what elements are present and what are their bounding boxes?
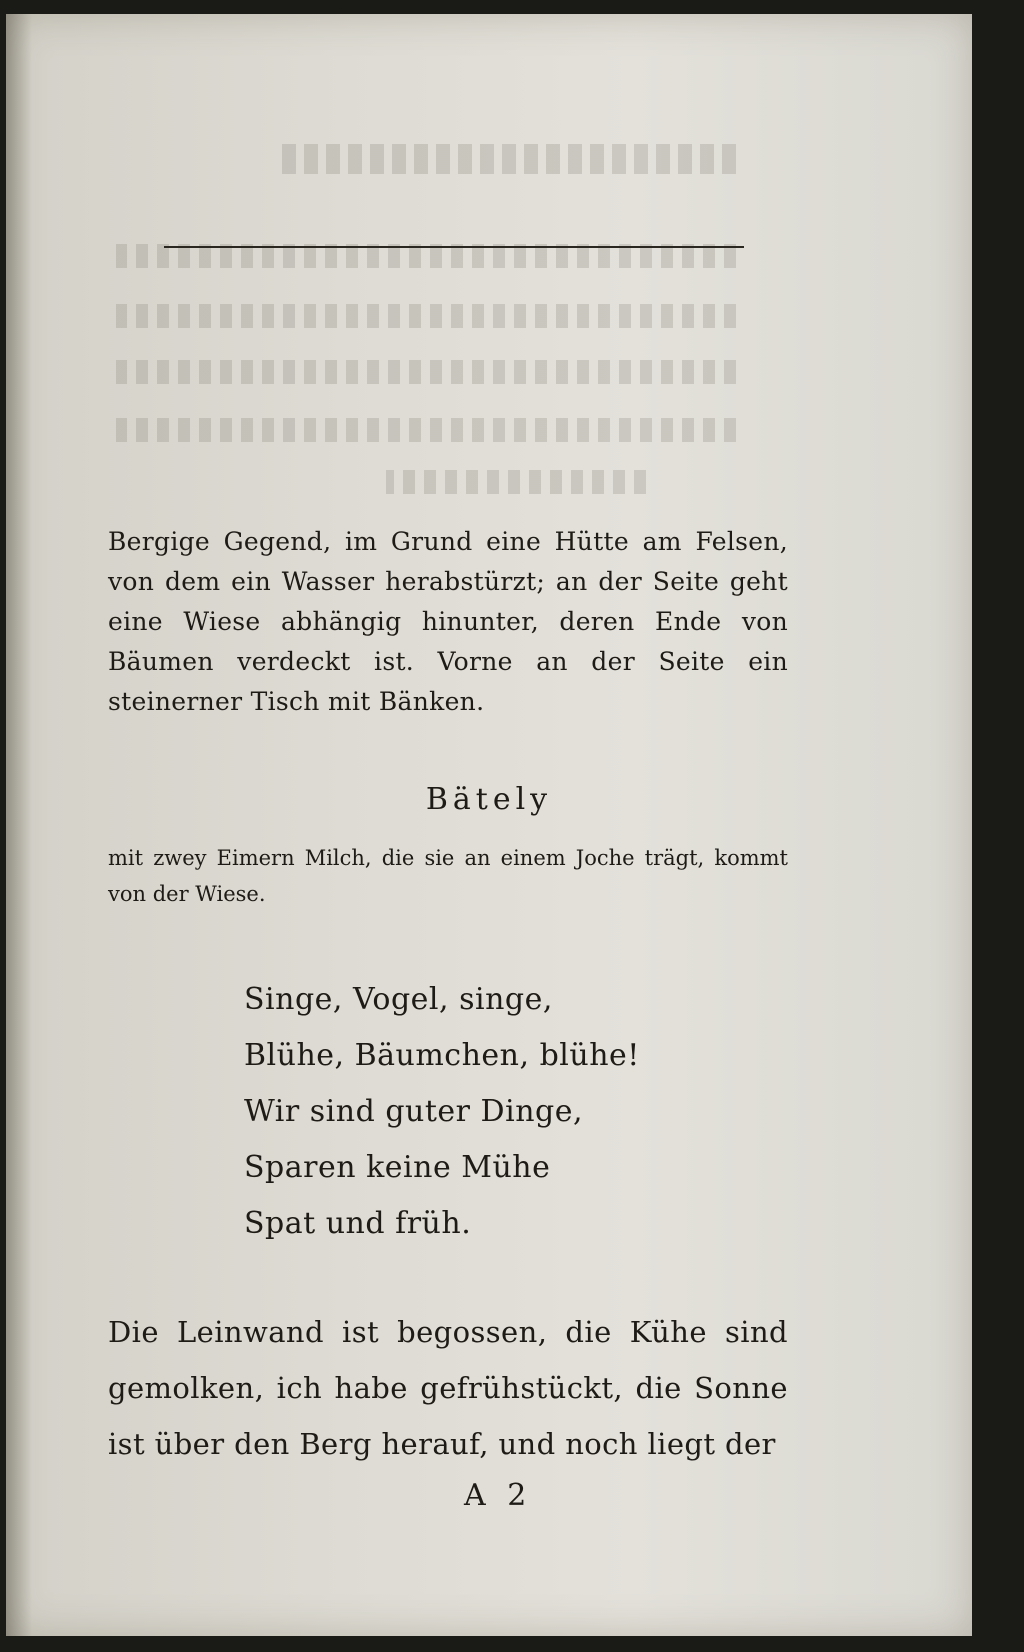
show-through-bleed bbox=[116, 418, 736, 442]
show-through-bleed bbox=[276, 144, 736, 174]
entrance-direction: mit zwey Eimern Milch, die sie an einem Joche trägt, kommt von der Wiese. bbox=[108, 846, 788, 906]
stage-direction: Bergige Gegend, im Grund eine Hütte am Felsen, von dem ein Wasser herabstürzt; an der Seite geht eine Wiese abhängig hinunter, deren Ende von Bäumen verdeckt ist. Vorne an der Seite ein steinerner Tisch mit Bänken. bbox=[108, 527, 788, 716]
song-verse bbox=[244, 972, 640, 1252]
prose-paragraph: Die Leinwand ist begossen, die Kühe sind gemolken, ich habe gefrühstückt, die Sonne ist über den Berg herauf, und noch liegt der bbox=[108, 1315, 788, 1461]
book-page bbox=[6, 14, 972, 1636]
verse-line: Singe, Vogel, singe, bbox=[244, 982, 553, 1017]
header-rule bbox=[164, 246, 744, 248]
show-through-bleed bbox=[386, 470, 646, 494]
page-gutter-shadow bbox=[6, 14, 32, 1636]
verse-line: Sparen keine Mühe bbox=[244, 1150, 551, 1185]
show-through-bleed bbox=[116, 360, 736, 384]
signature-mark: A 2 bbox=[464, 1478, 533, 1513]
speaker-name: Bätely bbox=[425, 782, 553, 817]
show-through-bleed bbox=[116, 304, 736, 328]
verse-line: Blühe, Bäumchen, blühe! bbox=[244, 1038, 640, 1073]
verse-line: Wir sind guter Dinge, bbox=[244, 1094, 584, 1129]
verse-line: Spat und früh. bbox=[244, 1206, 472, 1241]
